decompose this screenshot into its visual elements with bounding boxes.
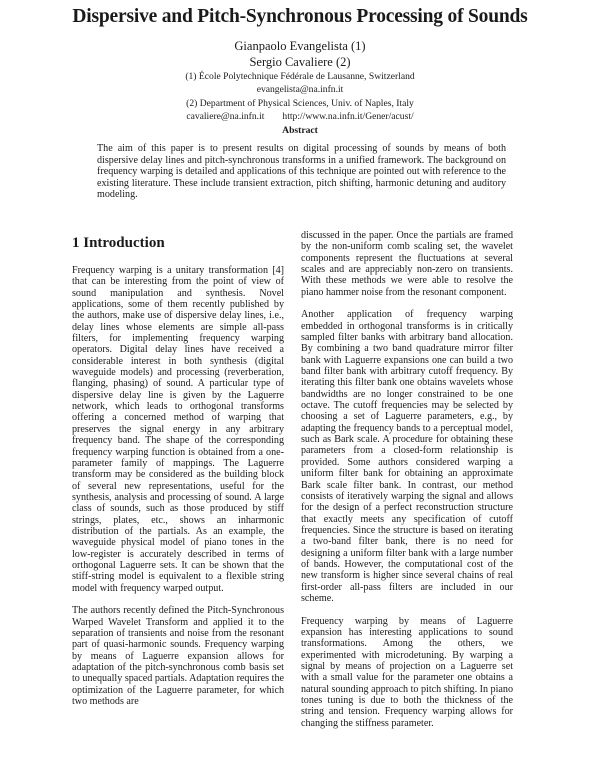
author-block [0,38,600,124]
left-column [72,265,284,719]
paragraph: The authors recently defined the Pitch-Synchronous Warped Wavelet Transform and applied it to the separation of transients and noise from the resonant part of quasi-harmonic sounds. Frequency warping by means of Laguerre expansion allows for adaptation of the pitch-synchronous comb basis set to unequally spaced partials. Adaptation requires the optimization of the Laguerre parameter, for which two methods are [72,605,284,708]
url-2: http://www.na.infn.it/Gener/acust/ [282,111,414,123]
abstract-heading: Abstract [282,125,318,136]
paragraph: discussed in the paper. Once the partials are framed by the non-uniform comb scaling set, the wavelet components represent the fluctuations at several scales and are appreciably non-zero on transients. With these methods we were able to resolve the piano hammer noise from the resonant component. [301,230,513,298]
paragraph: Another application of frequency warping embedded in orthogonal transforms is in critically sampled filter banks with arbitrary band allocation. By combining a two band quadrature mirror filter bank with Laguerre expansions one can build a two band filter bank with arbitrary cutoff frequency. By iterating this filter bank one obtains wavelets whose bandwidths are no longer constrained to be one octave. The cutoff frequencies may be selected by choosing a set of Laguerre parameters, e.g., by adapting the frequency bands to a perceptual model, such as Bark scale. A procedure for obtaining these parameters from a closed-form relationship is provided. Some authors considered warping a uniform filter bank for obtaining an approximate Bark scale filter bank. In contrast, our method consists of iteratively warping the signal and allows for the design of a perfect reconstruction structure that exactly meets any specification of cutoff frequencies. Since the structure is based on iterating a two-band filter bank, there is no need for designing a uniform filter bank with a large number of bands. However, the computational cost of the new transform is higher since several chains of real first-order all-pass filters are included in our scheme. [301,309,513,604]
paper-title: Dispersive and Pitch-Synchronous Processing of Sounds [72,6,528,27]
author-2: Sergio Cavaliere (2) [249,55,351,69]
affiliation-2: (2) Department of Physical Sciences, Univ. of Naples, Italy [186,97,414,109]
author-1: Gianpaolo Evangelista (1) [234,39,366,53]
right-column [301,230,513,740]
affiliation-1: (1) École Polytechnique Fédérale de Lausanne, Switzerland [185,71,415,82]
section-heading-introduction: 1 Introduction [72,235,165,251]
contact-2 [0,110,600,123]
email-1: evangelista@na.infn.it [256,84,344,96]
abstract-text: The aim of this paper is to present results on digital processing of sounds by means of both dispersive delay lines and pitch-synchronous transforms in a unified framework. The background on frequency warping is detailed and applications of this technique are pointed out with reference to the existing literature. These include transient extraction, pitch shifting, harmonic detuning and auditory modeling. [97,143,506,201]
email-2: cavaliere@na.infn.it [186,111,265,123]
paragraph: Frequency warping is a unitary transformation [4] that can be interesting from the point of view of sound manipulation and synthesis. Novel applications, some of them recently published by the authors, make use of dispersive delay lines, i.e., delay lines whose elements are simple all-pass filters, for implementing frequency warping operators. Digital delay lines have received a considerable interest in both synthesis (digital waveguide models) and processing (reverberation, flanging, phasing) of sound. A particular type of dispersive delay line is given by the Laguerre network, which leads to orthogonal transforms offering a concerned method of warping that preserves the signal energy in any arbitrary frequency band. The shape of the corresponding frequency warping function is obtained from a one-parameter family of mappings. The Laguerre transform may be considered as the building block of several new representations, useful for the synthesis, analysis and processing of sound. A large class of sounds, such as those produced by stiff strings, plates, etc., shows an inharmonic distribution of the partials. As an example, the waveguide physical model of piano tones in the low-register is accurately described in terms of orthogonal Laguerre sets. It can be shown that the stiff-string model is equivalent to a flexible string model with frequency warped output. [72,265,284,594]
paragraph: Frequency warping by means of Laguerre expansion has interesting applications to sound transformations. Among the others, we experimented with microdetuning. By warping a signal by means of projection on a Laguerre set with a small value for the parameter one obtains a natural sounding approach to pitch shifting. In piano tones tuning is due to both the thickness of the string and tension. Frequency warping allows for changing the stiffness parameter. [301,615,513,729]
